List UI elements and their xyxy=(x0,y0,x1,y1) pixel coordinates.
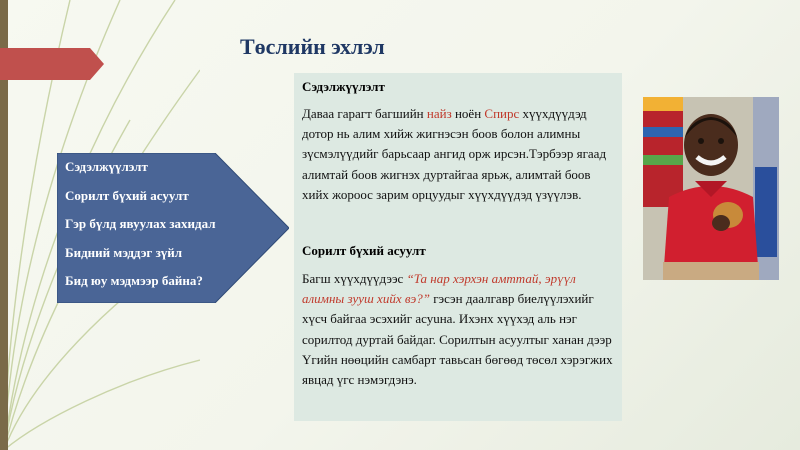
text-run: ноён xyxy=(451,106,485,121)
nav-item-challenge-question[interactable]: Сорилт бүхий асуулт xyxy=(65,187,189,203)
text-run: Даваа гарагт багшийн xyxy=(302,106,427,121)
nav-item-family-letter[interactable]: Гэр бүлд явуулах захидал xyxy=(65,216,216,231)
paragraph-motivation xyxy=(302,104,618,205)
section-heading-motivation: Сэдэлжүүлэлт xyxy=(302,79,385,94)
page-title: Төслийн эхлэл xyxy=(240,34,385,59)
section-heading-challenge-question: Сорилт бүхий асуулт xyxy=(302,243,426,258)
highlight-word: Спирс xyxy=(484,106,520,121)
nav-item-motivation[interactable]: Сэдэлжүүлэлт xyxy=(65,159,148,174)
nav-item-what-we-know[interactable]: Бидний мэддэг зүйл xyxy=(65,244,183,260)
accent-arrow-tab xyxy=(0,48,104,80)
child-photo xyxy=(643,97,779,280)
quoted-question: “Та нар хэрхэн амттай, эрүүл алимны зууш хийх вэ?” xyxy=(302,271,576,307)
nav-item-what-we-want-to-know[interactable]: Бид юу мэдмээр байна? xyxy=(65,273,203,288)
highlight-word: найз xyxy=(426,106,452,121)
text-run: хүүхдүүдэд дотор нь алим хийж жигнэсэн боов болон алимны зүсмэлүүдийг барьсаар ангид орж ирсэн.Тэрбээр ягаад алимтай боов жигнэх дуртайгаа ярьж, алимтай боов хийх жороос зарим орцуудыг хүүхдүүдэд үзүүлэв. xyxy=(302,106,607,202)
paragraph-challenge-question xyxy=(302,269,618,390)
text-run: Багш хүүхдүүдээс xyxy=(302,271,407,286)
nav-list xyxy=(65,158,216,301)
text-run: гэсэн даалгавр биелүүлэхийг хүсч байгаа эсэхийг асуuна. Ихэнх хүүхэд аль нэг сорилтод дуртай байдаг. Сорилтын асуултыг ханан дээр Үгийн нөөцийн самбарт тавьсан бөгөөд төсөл хэрэгжих явцад үгс нэмэгдэнэ. xyxy=(302,291,613,388)
